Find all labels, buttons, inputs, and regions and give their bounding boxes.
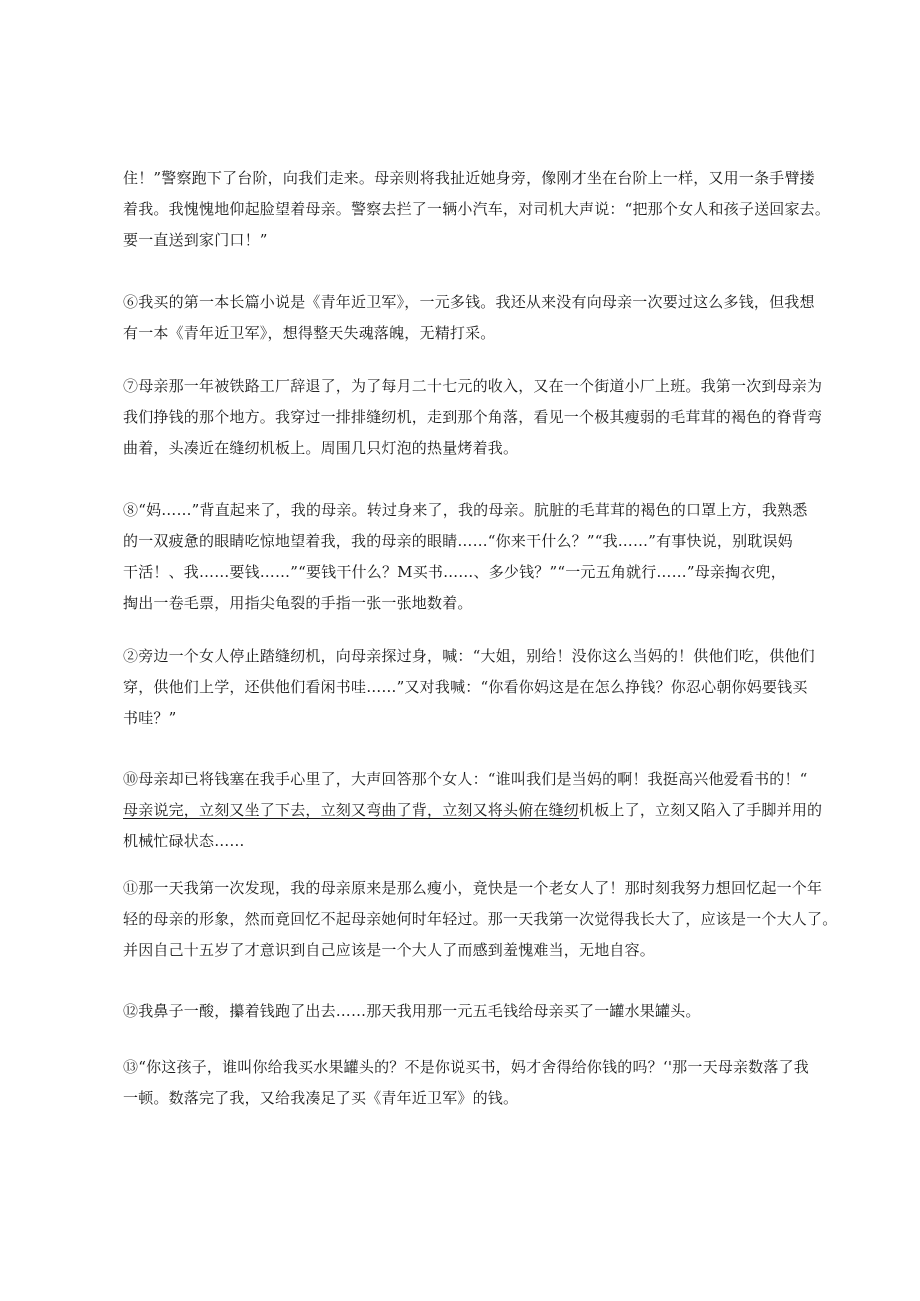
- paragraph-10: [123, 764, 823, 857]
- text-line: 机械忙碌状态……: [123, 832, 245, 850]
- text-line: 掏出一卷毛票，用指尖龟裂的手指一张一张地数着。: [123, 594, 473, 612]
- text-line: 我们挣钱的那个地方。我穿过一排排缝纫机，走到那个角落，看见一个极其瘦弱的毛茸茸的褐色的脊背弯: [123, 408, 823, 426]
- paragraph-continuation: [123, 163, 831, 256]
- text-line: [123, 795, 823, 826]
- text-line: 书哇？”: [123, 709, 177, 727]
- text-line: 一顿。数落完了我，又给我凑足了买《青年近卫军》的钱。: [123, 1089, 519, 1107]
- text-line: 轻的母亲的形象，然而竟回忆不起母亲她何时年轻过。那一天我第一次觉得我长大了，应该是一个大人了。: [123, 910, 838, 928]
- text-line: 有一本《青年近卫军》，想得整天失魂落魄，无精打采。: [123, 324, 496, 342]
- text-line: 干活！、我……要钱……”“要钱干什么？M买书……、多少钱？”“一元五角就行……”母亲掏衣兜，: [123, 563, 786, 581]
- text-line: ⑧“妈……”背直起来了，我的母亲。转过身来了，我的母亲。肮脏的毛茸茸的褐色的口罩上方，我熟悉: [123, 501, 808, 519]
- text-line: ⑥我买的第一本长篇小说是《青年近卫军》，一元多钱。我还从来没有向母亲一次要过这么多钱，但我想: [123, 293, 815, 311]
- text-line: ⑫我鼻子一酸，攥着钱跑了出去……那天我用那一元五毛钱给母亲买了一罐水果罐头。: [123, 1002, 701, 1020]
- text-line: 的一双疲惫的眼睛吃惊地望着我，我的母亲的眼睛……“你来干什么？”“我……”有事快说，别耽误妈: [123, 532, 793, 550]
- text-line: 并因自己十五岁了才意识到自己应该是一个大人了而感到羞愧难当，无地自容。: [123, 941, 656, 959]
- text-line: 着我。我愧愧地仰起脸望着母亲。警察去拦了一辆小汽车，对司机大声说：“把那个女人和孩子送回家去。: [123, 200, 831, 218]
- text-line: 要一直送到家门口！”: [123, 231, 268, 249]
- text-line: ②旁边一个女人停止踏缝纫机，向母亲探过身，喊：“大姐，别给！没你这么当妈的！供他们吃，供他们: [123, 647, 815, 665]
- paragraph-12: [123, 996, 813, 1027]
- text-line: ⑬“你这孩子，谁叫你给我买水果罐头的？不是你说买书，妈才舍得给你钱的吗？‘'那一天母亲数落了我: [123, 1058, 809, 1076]
- paragraph-8: [123, 495, 813, 619]
- paragraph-9: [123, 641, 813, 734]
- paragraph-13: [123, 1052, 813, 1114]
- underlined-passage: 母亲说完，立刻又坐了下去，立刻又弯曲了背，立刻又将头俯在缝纫: [123, 801, 580, 819]
- paragraph-7: [123, 371, 823, 464]
- text-line: 住！”警察跑下了台阶，向我们走来。母亲则将我扯近她身旁，像刚才坐在台阶上一样，又用一条手臂搂: [123, 169, 815, 187]
- text-line: ⑪那一天我第一次发现，我的母亲原来是那么瘦小，竟快是一个老女人了！那时刻我努力想回忆起一个年: [123, 879, 823, 897]
- paragraph-6: [123, 287, 813, 349]
- text-line: ⑩母亲却已将钱塞在我手心里了，大声回答那个女人：“谁叫我们是当妈的啊！我挺高兴他爱看书的！“: [123, 770, 808, 788]
- text-line: ⑦母亲那一年被铁路工厂辞退了，为了每月二十七元的收入，又在一个街道小厂上班。我第一次到母亲为: [123, 377, 823, 395]
- text-fragment: 机板上了，立刻又陷入了手脚并用的: [579, 801, 823, 819]
- text-line: 曲着，头凑近在缝纫机板上。周围几只灯泡的热量烤着我。: [123, 439, 519, 457]
- text-line: 穿，供他们上学，还供他们看闲书哇……”又对我喊：“你看你妈这是在怎么挣钱？你忍心朝你妈要钱买: [123, 678, 808, 696]
- paragraph-11: [123, 873, 838, 966]
